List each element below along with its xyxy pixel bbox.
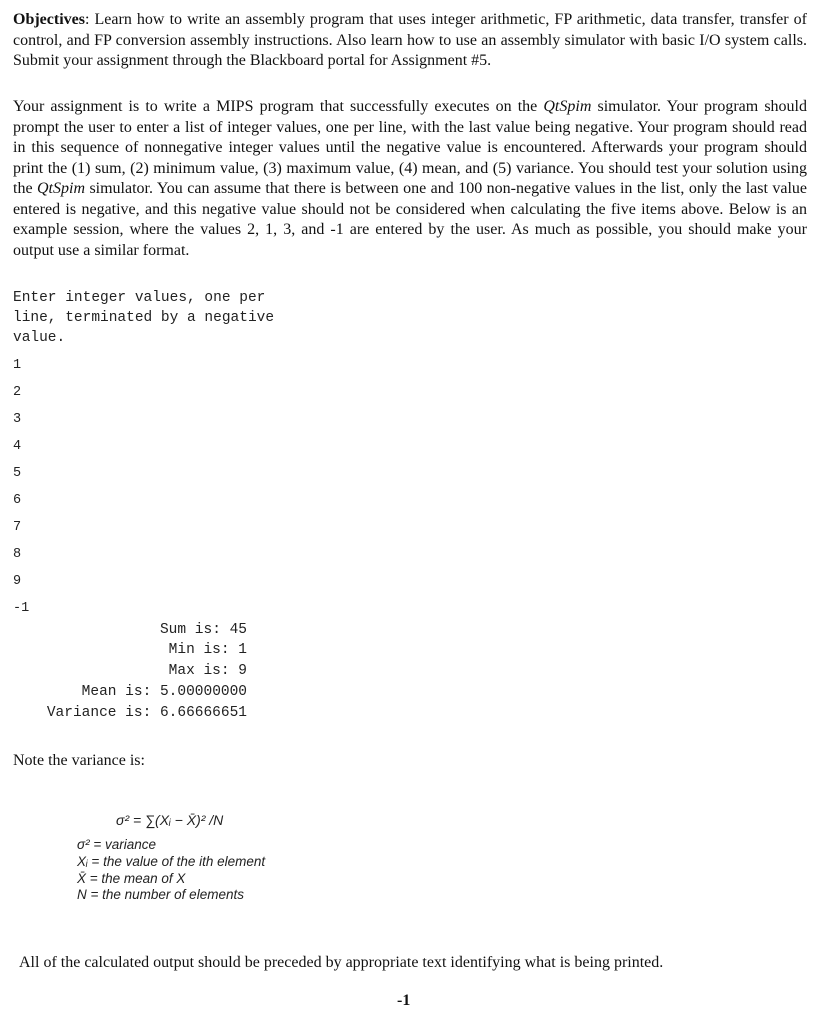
- variance-formula: [70, 805, 300, 905]
- session-input: 4: [13, 439, 22, 454]
- footer-text: All of the calculated output should be preceded by appropriate text identifying what is being printed.: [19, 954, 664, 971]
- formula-definition: N = the number of elements: [77, 887, 244, 902]
- session-input: 6: [13, 493, 22, 508]
- formula-definition: X̄ = the mean of X: [77, 871, 186, 886]
- note-text: Note the variance is:: [13, 752, 145, 769]
- output-mean: Mean is: 5.00000000: [81, 684, 247, 700]
- session-prompt: Enter integer values, one per line, terminated by a negative value.: [13, 290, 275, 346]
- objectives-text: : Learn how to write an assembly program that uses integer arithmetic, FP arithmetic, data transfer, transfer of control, and FP conversion assembly instructions. Also learn how to use an assembly simulator with basic I/O system calls. Submit your assignment through the Blackboard portal for Assignment #5.: [13, 11, 807, 69]
- output-min: Min is: 1: [168, 642, 247, 658]
- assignment-text-1: Your assignment is to write a MIPS program that successfully executes on the: [13, 98, 544, 115]
- objectives-label: Objectives: [13, 11, 85, 28]
- session-input: 3: [13, 412, 22, 427]
- session-input: 8: [13, 547, 22, 562]
- session-input: 7: [13, 520, 22, 535]
- qtspim-name-2: QtSpim: [37, 180, 85, 197]
- output-sum: Sum is: 45: [159, 622, 247, 638]
- assignment-paragraph: [13, 97, 807, 261]
- qtspim-name-1: QtSpim: [543, 98, 592, 115]
- session-input: 2: [13, 385, 22, 400]
- objectives-paragraph: [13, 10, 807, 72]
- output-variance: Variance is: 6.66666651: [46, 705, 247, 721]
- session-input: 5: [13, 466, 22, 481]
- page-number: -1: [397, 992, 411, 1009]
- assignment-text-2: simulator. Your program should prompt the user to enter a list of integer values, one per line, with the last value being negative. Your program should read in this sequence of nonnegative integer values until the negative value is encountered. Afterwards your program should print the (1) sum, (2) minimum value, (3) maximum value, (4) mean, and (5) variance. You should test your solution using the: [13, 98, 807, 197]
- session-input: -1: [13, 601, 30, 616]
- output-max: Max is: 9: [168, 663, 247, 679]
- session-input: 9: [13, 574, 22, 589]
- assignment-text-3: simulator. You can assume that there is between one and 100 non-negative values in the list, only the last value entered is negative, and this negative value should not be considered when calculating the five items above. Below is an example session, where the values 2, 1, 3, and -1 are entered by the user. As much as possible, you should make your output use a similar format.: [13, 180, 808, 259]
- session-input: 1: [13, 358, 22, 373]
- formula-definition: σ² = variance: [77, 837, 157, 852]
- formula-definition: Xᵢ = the value of the ith element: [77, 854, 266, 869]
- formula-equation: σ² = ∑(Xᵢ − X̄)² /N: [116, 812, 224, 828]
